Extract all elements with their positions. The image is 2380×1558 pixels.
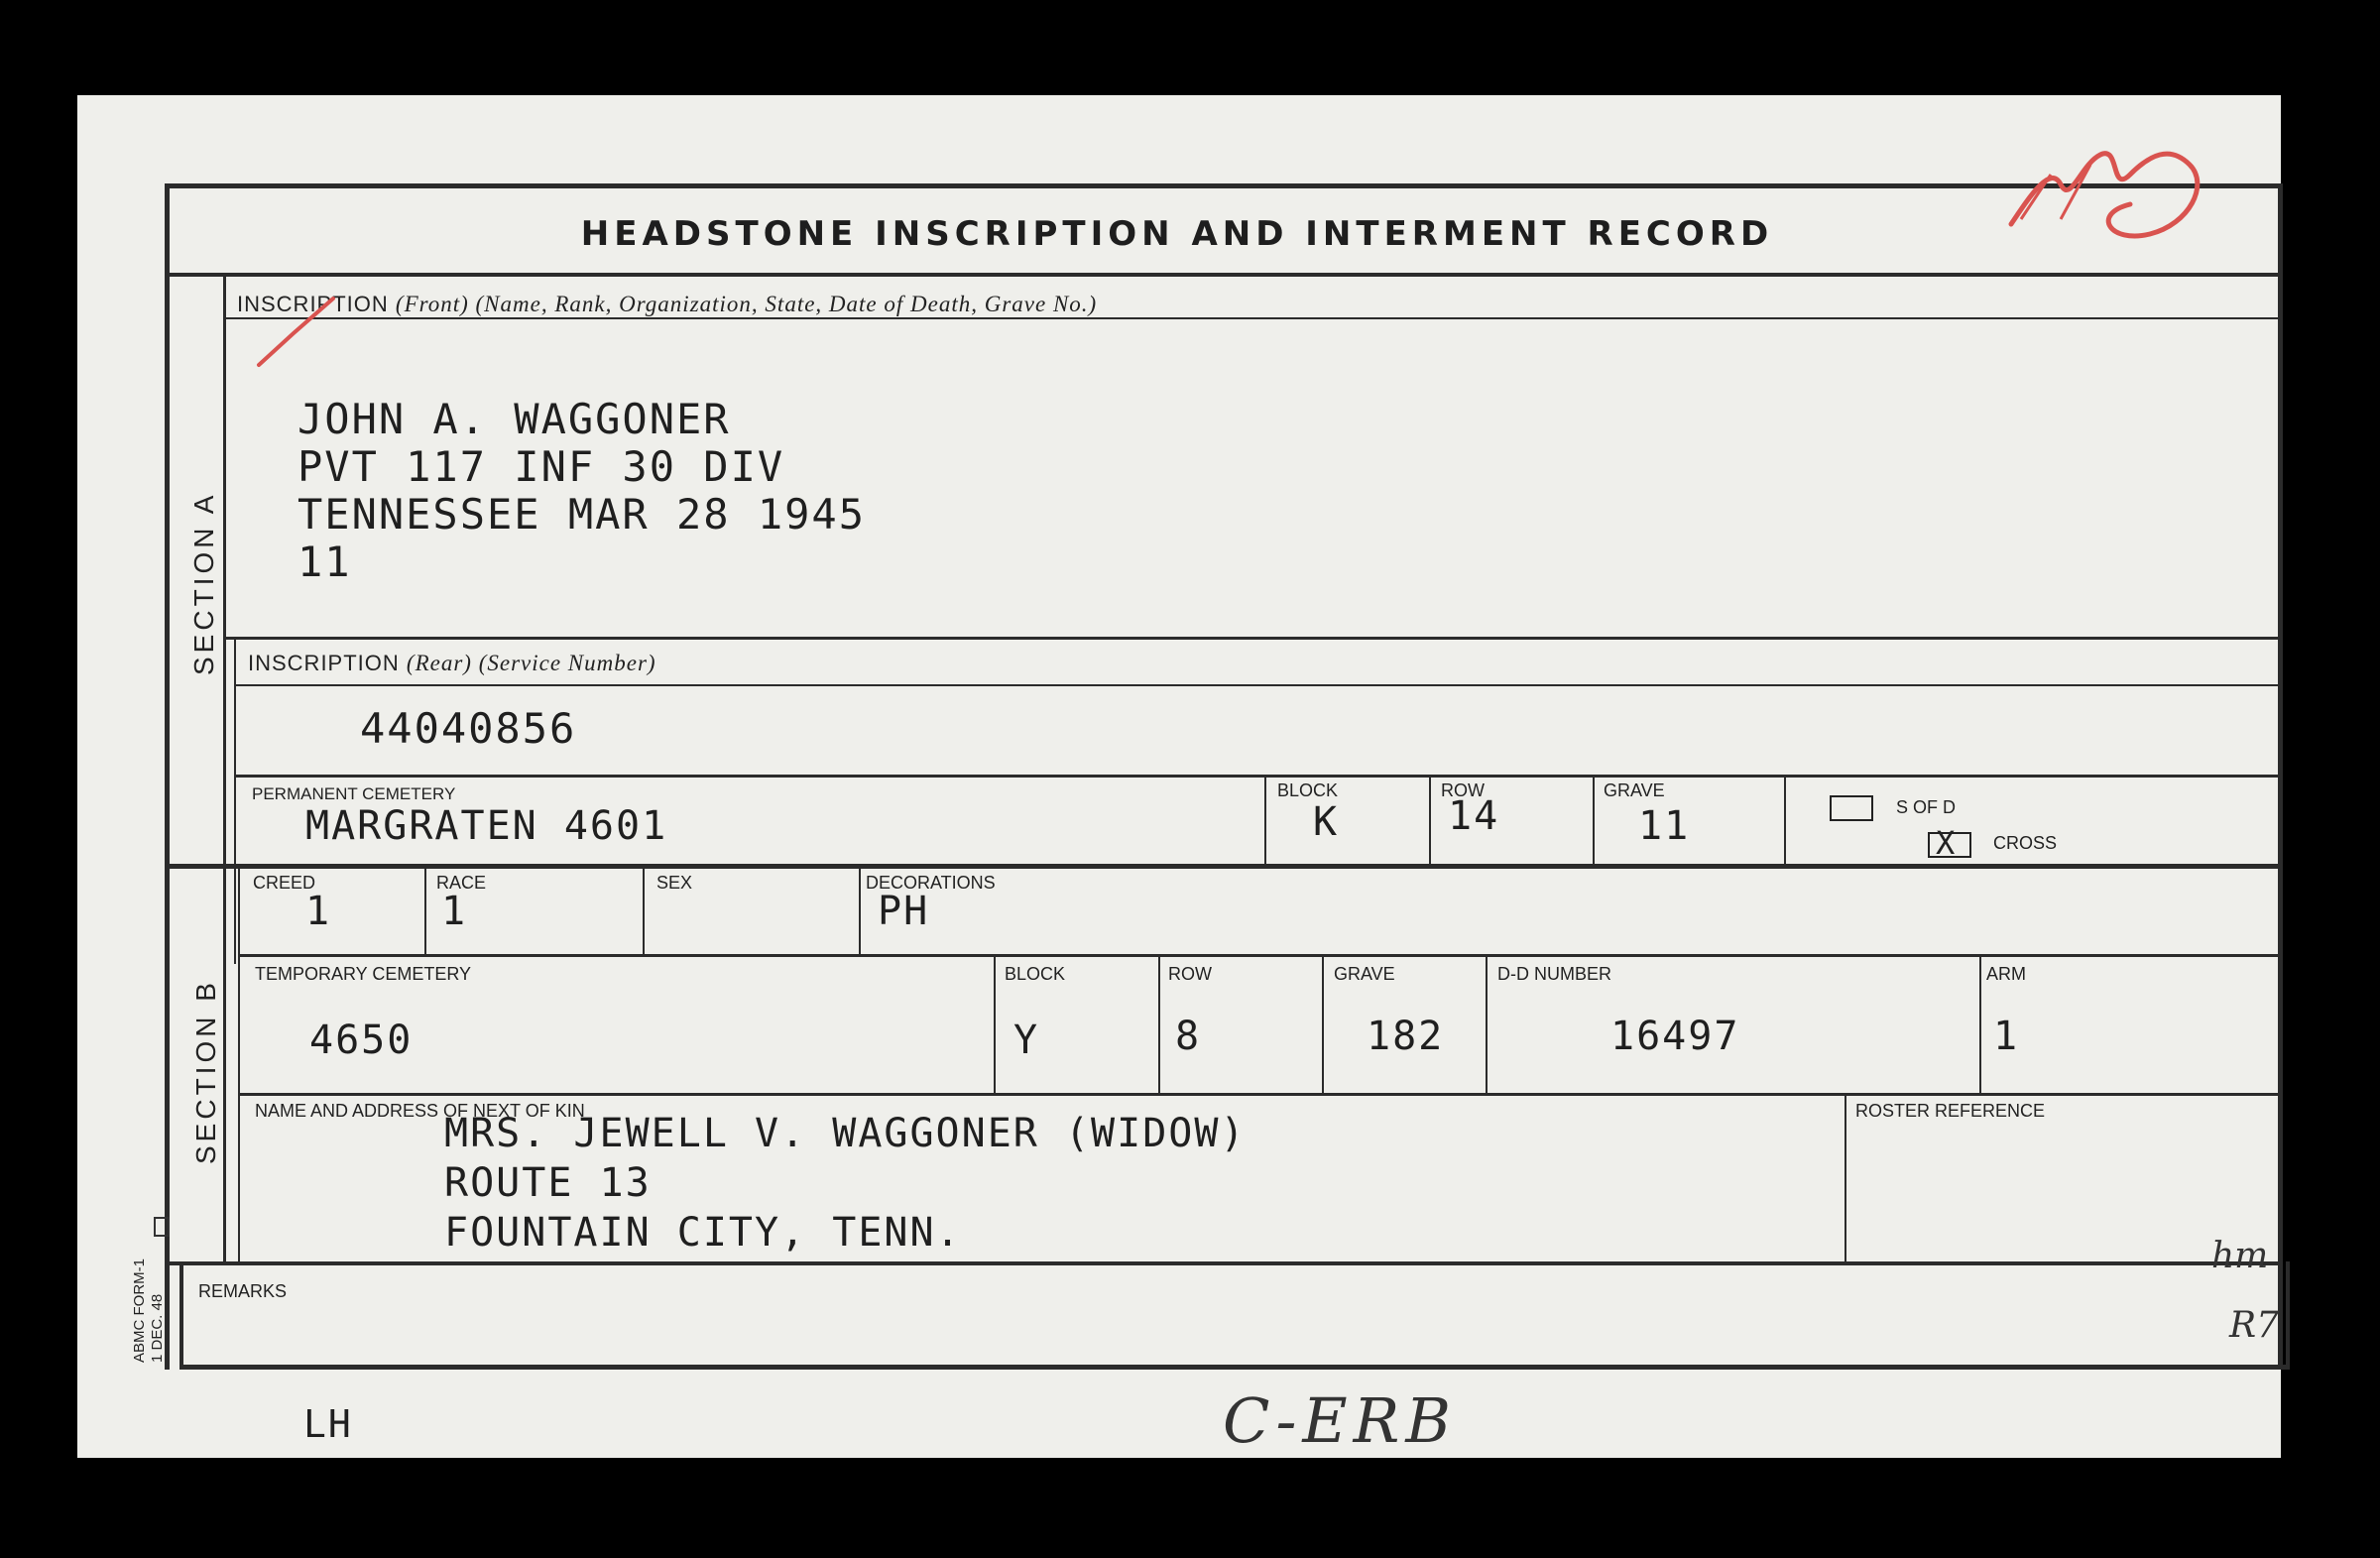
form-title: HEADSTONE INSCRIPTION AND INTERMENT RECORD (580, 214, 1774, 254)
handwritten-code: C-ERB (1223, 1384, 1457, 1457)
temp-div-5 (1979, 956, 1981, 1095)
perm-block-label: BLOCK (1277, 780, 1339, 800)
race-div (643, 866, 645, 955)
inscription-front-label: INSCRIPTION (Front) (Name, Rank, Organization, State, Date of Death, Grave No.) (237, 292, 1098, 316)
frame-left (165, 183, 170, 1370)
frame-top (165, 183, 2283, 188)
creed-value: 1 (305, 889, 332, 934)
inscription-rear-label-divider (236, 684, 2279, 686)
dd-number-label: D-D NUMBER (1497, 964, 1611, 984)
cross-label: CROSS (1993, 833, 2058, 853)
perm-row-value: 14 (1448, 793, 1500, 839)
permanent-cemetery-value: MARGRATEN 4601 (305, 803, 668, 849)
temporary-cemetery-value: 4650 (309, 1018, 414, 1063)
handwritten-margin-2: R7 (2229, 1305, 2280, 1346)
roster-reference-label: ROSTER REFERENCE (1855, 1101, 2046, 1121)
decorations-value: PH (878, 889, 930, 934)
arm-value: 1 (1993, 1014, 2020, 1059)
creed-row-bottom (238, 954, 2279, 957)
inscription-line-1: JOHN A. WAGGONER (298, 395, 731, 443)
permanent-row-top (234, 775, 2279, 778)
inscription-line-3: TENNESSEE MAR 28 1945 (298, 490, 867, 539)
frame-bottom (179, 1365, 2290, 1370)
section-b-label: SECTION B (190, 979, 221, 1164)
perm-div-2 (1429, 775, 1431, 864)
temp-row-label: ROW (1168, 964, 1212, 984)
red-pencil-mark-top-right (1991, 125, 2229, 274)
section-ab-divider (165, 864, 2283, 869)
arm-label: ARM (1986, 964, 2026, 984)
inscription-rear-left-rule (234, 637, 236, 964)
next-of-kin-line-1: MRS. JEWELL V. WAGGONER (WIDOW) (444, 1111, 1247, 1156)
inscription-rear-label: INSCRIPTION (Rear) (Service Number) (248, 651, 656, 675)
form-number-box (154, 1217, 170, 1237)
remarks-left (179, 1261, 183, 1370)
perm-div-3 (1593, 775, 1595, 864)
sofd-label: S OF D (1896, 797, 1957, 817)
temp-grave-label: GRAVE (1334, 964, 1395, 984)
remarks-label: REMARKS (198, 1281, 288, 1301)
permanent-cemetery-label: PERMANENT CEMETERY (252, 784, 456, 803)
next-of-kin-line-2: ROUTE 13 (444, 1160, 652, 1206)
service-number: 44040856 (360, 704, 577, 753)
inscription-line-2: PVT 117 INF 30 DIV (298, 442, 785, 491)
section-column-divider (223, 275, 226, 1262)
section-a-label: SECTION A (188, 491, 219, 675)
inscription-line-4: 11 (298, 538, 352, 586)
inscription-front-label-divider (226, 317, 2279, 319)
temp-row-value: 8 (1175, 1014, 1202, 1059)
next-of-kin-line-3: FOUNTAIN CITY, TENN. (444, 1210, 962, 1256)
sofd-checkbox[interactable] (1830, 795, 1873, 821)
perm-row-label: ROW (1441, 780, 1485, 800)
perm-div-4 (1784, 775, 1786, 864)
perm-block-value: K (1313, 799, 1340, 845)
next-of-kin-label: NAME AND ADDRESS OF NEXT OF KIN (255, 1101, 585, 1121)
cross-checkbox[interactable] (1928, 824, 1971, 862)
section-b-left-rule (238, 866, 240, 1262)
typed-initials: LH (303, 1402, 353, 1446)
form-number: ABMC FORM-1 1 DEC. 48 (131, 1258, 166, 1363)
dd-number-value: 16497 (1610, 1014, 1740, 1059)
sex-div (859, 866, 861, 955)
temp-block-label: BLOCK (1005, 964, 1066, 984)
temp-div-1 (994, 956, 996, 1095)
temp-row-bottom (238, 1093, 2279, 1096)
temp-div-2 (1158, 956, 1160, 1095)
cross-check-mark: X (1936, 824, 1956, 862)
remarks-top (165, 1261, 2283, 1265)
record-card (77, 95, 2281, 1458)
perm-grave-label: GRAVE (1604, 780, 1665, 800)
temporary-cemetery-label: TEMPORARY CEMETERY (255, 964, 472, 984)
race-value: 1 (441, 889, 468, 934)
red-pencil-check (254, 294, 343, 373)
creed-div (424, 866, 426, 955)
handwritten-margin-1: hm (2211, 1236, 2269, 1276)
inscription-rear-top-divider (226, 637, 2279, 640)
roster-div (1844, 1095, 1846, 1263)
temp-block-value: Y (1013, 1018, 1040, 1063)
remarks-right (2286, 1261, 2290, 1370)
sex-label: SEX (656, 873, 693, 893)
perm-grave-value: 11 (1638, 803, 1691, 849)
race-label: RACE (436, 873, 487, 893)
decorations-label: DECORATIONS (866, 873, 996, 893)
creed-label: CREED (253, 873, 316, 893)
title-divider (165, 273, 2283, 277)
temp-div-4 (1486, 956, 1488, 1095)
perm-div-1 (1264, 775, 1266, 864)
temp-div-3 (1322, 956, 1324, 1095)
temp-grave-value: 182 (1367, 1014, 1445, 1059)
